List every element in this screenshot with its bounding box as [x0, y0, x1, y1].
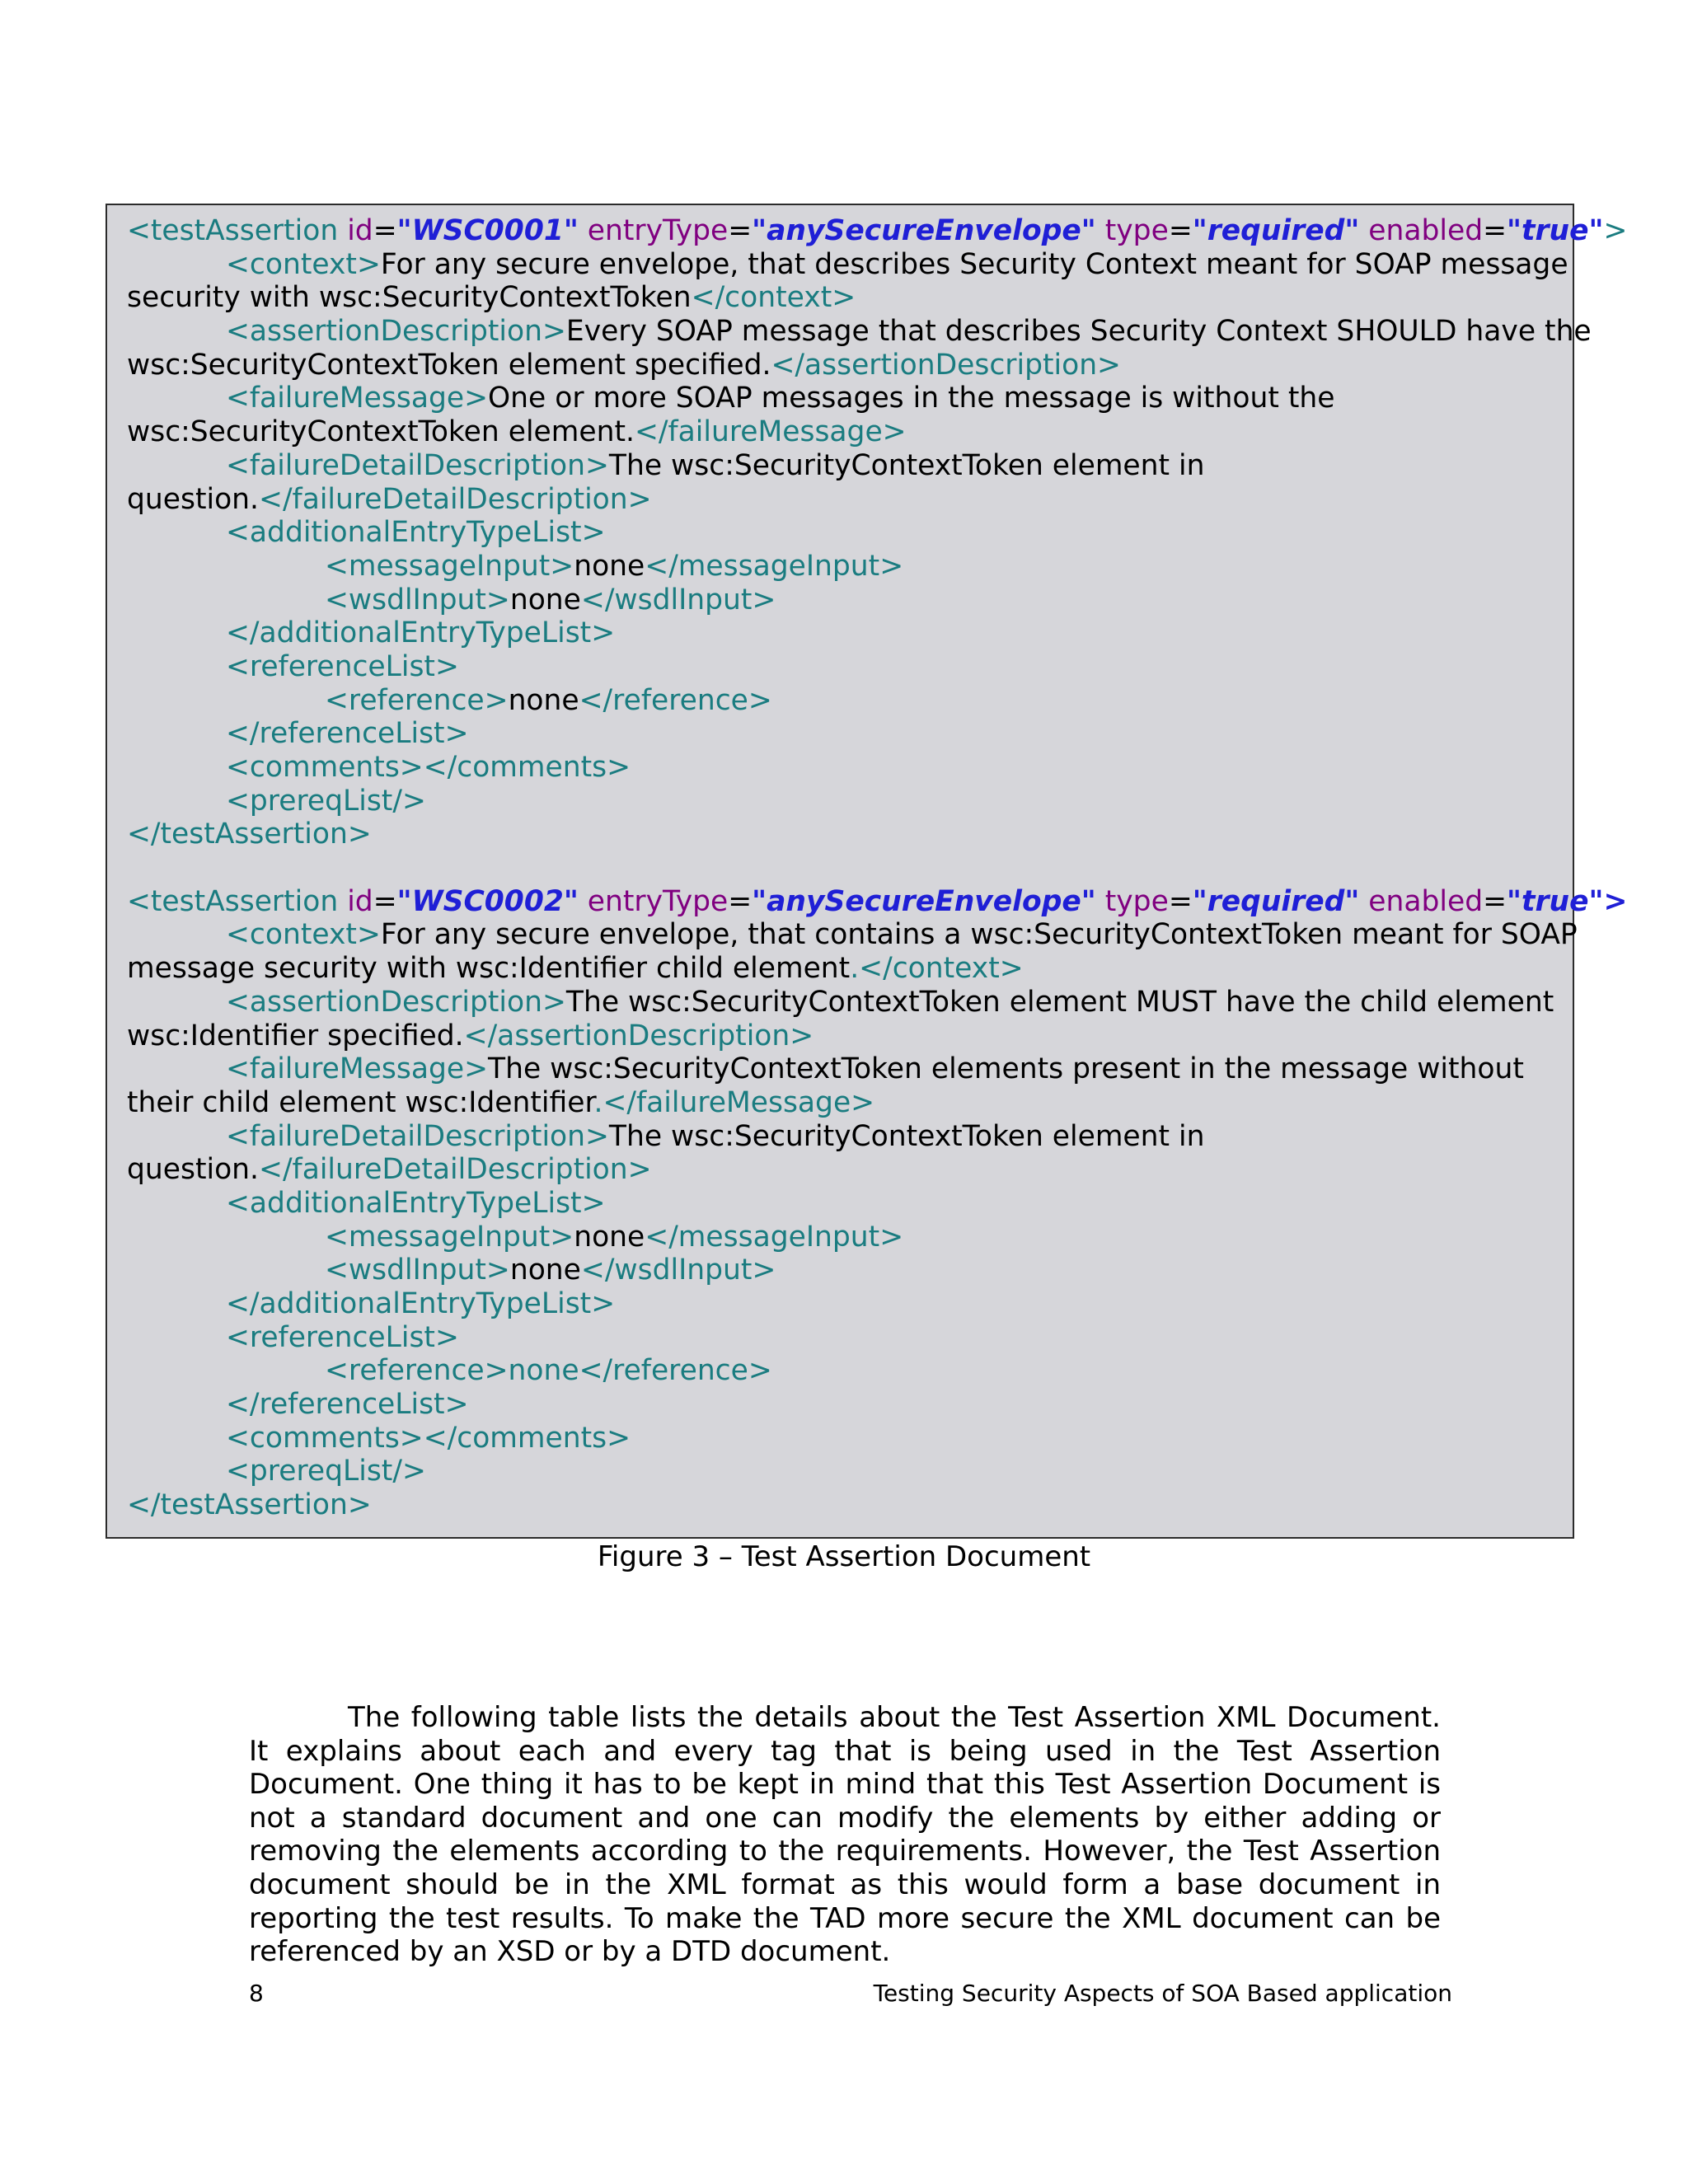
code-line	[127, 952, 1553, 986]
xml-text: =	[1483, 884, 1507, 918]
code-line	[127, 717, 1553, 751]
xml-tag: </additionalEntryTypeList>	[226, 1287, 616, 1320]
xml-text: The wsc:SecurityContextToken element in	[608, 448, 1205, 482]
code-line	[127, 281, 1553, 315]
xml-text: question.	[127, 1153, 260, 1187]
code-line	[127, 1120, 1553, 1154]
xml-attribute: enabled	[1359, 214, 1484, 247]
xml-text: =	[1168, 214, 1193, 247]
code-line	[127, 1287, 1553, 1321]
xml-text: =	[373, 884, 397, 918]
xml-tag: <failureMessage>	[226, 382, 488, 415]
xml-attribute-value: "true">	[1507, 884, 1628, 918]
xml-text: none	[574, 549, 645, 583]
xml-tag: </testAssertion>	[127, 1488, 372, 1522]
xml-text: The wsc:SecurityContextToken element in	[608, 1119, 1205, 1153]
xml-tag: </wsdlInput>	[580, 1254, 776, 1287]
xml-attribute: entryType	[578, 214, 729, 247]
xml-tag: <messageInput>	[325, 549, 574, 583]
xml-attribute: type	[1095, 214, 1169, 247]
xml-tag: <referenceList>	[226, 1320, 459, 1354]
figure-caption: Figure 3 – Test Assertion Document	[597, 1540, 1091, 1573]
xml-tag: </assertionDescription>	[771, 348, 1121, 382]
code-line	[127, 785, 1553, 818]
code-line	[127, 1019, 1553, 1053]
xml-text: =	[373, 214, 397, 247]
xml-tag: <failureMessage>	[226, 1052, 488, 1086]
xml-tag: <additionalEntryTypeList>	[226, 516, 606, 550]
code-line	[127, 449, 1553, 483]
code-line	[127, 1321, 1553, 1355]
xml-tag: <context>	[226, 918, 381, 952]
code-line	[127, 616, 1553, 650]
xml-tag: </referenceList>	[226, 717, 469, 751]
xml-text: none	[508, 683, 579, 717]
xml-tag: </referenceList>	[226, 1388, 469, 1422]
code-line	[127, 1488, 1553, 1522]
xml-tag: <messageInput>	[325, 1220, 574, 1254]
xml-text: wsc:SecurityContextToken element specified.	[127, 348, 771, 382]
code-line	[127, 247, 1568, 282]
code-line	[127, 1086, 1553, 1120]
xml-attribute-value: "true"	[1507, 214, 1604, 247]
code-line	[127, 818, 1553, 851]
code-line	[127, 986, 1553, 1019]
xml-text: =	[1483, 214, 1507, 247]
xml-text: their child element wsc:Identifier	[127, 1085, 594, 1119]
xml-attribute-value: "anySecureEnvelope"	[752, 214, 1096, 247]
xml-text: For any secure envelope, that describes Security Context meant for SOAP message	[380, 247, 1568, 281]
code-line	[127, 315, 1592, 349]
xml-attribute-value: "WSC0001"	[396, 214, 579, 247]
xml-tag: .</context>	[850, 952, 1024, 986]
code-line	[127, 1455, 1553, 1488]
xml-text: wsc:SecurityContextToken element.	[127, 415, 635, 449]
xml-text: wsc:Identifier specified.	[127, 1019, 464, 1052]
xml-tag: <assertionDescription>	[226, 985, 566, 1019]
xml-tag: <reference>none</reference>	[325, 1354, 772, 1388]
xml-attribute-value: "anySecureEnvelope"	[752, 884, 1096, 918]
xml-text: The wsc:SecurityContextToken elements present in the message without	[488, 1052, 1524, 1086]
xml-text: =	[728, 884, 753, 918]
xml-tag: <prereqList/>	[226, 1455, 426, 1488]
code-line	[127, 550, 1553, 583]
code-line	[127, 382, 1553, 415]
xml-code-figure	[106, 204, 1628, 1539]
code-line	[127, 851, 1553, 885]
code-line	[127, 516, 1553, 550]
xml-attribute: id	[347, 214, 373, 247]
code-line	[127, 214, 1628, 248]
xml-text: question.	[127, 482, 260, 516]
code-line	[127, 1052, 1553, 1086]
xml-tag: </testAssertion>	[127, 818, 372, 851]
code-line	[127, 918, 1578, 952]
xml-tag: <referenceList>	[226, 649, 459, 683]
xml-tag: </failureMessage>	[634, 415, 907, 449]
xml-tag: <wsdlInput>	[325, 583, 510, 616]
code-line	[127, 1153, 1553, 1187]
xml-tag: </assertionDescription>	[463, 1019, 814, 1052]
xml-tag: <additionalEntryTypeList>	[226, 1186, 606, 1220]
xml-tag: <comments></comments>	[226, 1421, 631, 1455]
code-line	[127, 415, 1553, 449]
xml-text: =	[728, 214, 753, 247]
xml-tag: </context>	[691, 281, 856, 315]
xml-attribute: type	[1095, 884, 1169, 918]
code-line	[127, 1422, 1553, 1455]
xml-text: message security with wsc:Identifier child element	[127, 952, 851, 986]
body-paragraph: The following table lists the details about the Test Assertion XML Document. It explains about each and every tag that is being used in the Test Assertion Document. One thing it has to be kept in mind that this Test Assertion Document is not a standard document and one can modify the elements by either adding or removing the elements according to the requirements. However, the Test Assertion document should be in the XML format as this would form a base document in reporting the test results. To make the TAD more secure the XML document can be referenced by an XSD or by a DTD document.	[249, 1701, 1441, 1969]
code-line	[127, 684, 1553, 718]
xml-attribute: entryType	[578, 884, 729, 918]
running-footer-title: Testing Security Aspects of SOA Based application	[873, 1980, 1452, 2007]
code-line	[127, 1187, 1553, 1221]
code-line	[127, 349, 1553, 382]
code-line	[127, 1254, 1553, 1287]
xml-text: =	[1168, 884, 1193, 918]
xml-tag: <prereqList/>	[226, 784, 426, 818]
xml-text: security with wsc:SecurityContextToken	[127, 281, 692, 315]
xml-attribute-value: "required"	[1192, 214, 1360, 247]
xml-tag: >	[1603, 214, 1628, 247]
xml-tag: <context>	[226, 247, 381, 281]
xml-text: Every SOAP message that describes Security Context SHOULD have the	[565, 315, 1592, 349]
xml-attribute-value: "WSC0002"	[396, 884, 579, 918]
xml-tag: <comments></comments>	[226, 751, 631, 784]
code-line	[127, 650, 1553, 684]
xml-tag: </messageInput>	[645, 1220, 904, 1254]
code-line	[127, 1388, 1553, 1422]
xml-attribute: enabled	[1359, 884, 1484, 918]
xml-tag: </reference>	[579, 683, 772, 717]
xml-text: One or more SOAP messages in the message is without the	[488, 382, 1335, 415]
xml-tag: <failureDetailDescription>	[226, 448, 609, 482]
code-line	[127, 1221, 1553, 1254]
xml-tag: .</failureMessage>	[593, 1085, 875, 1119]
code-line	[127, 583, 1553, 617]
xml-tag: <failureDetailDescription>	[226, 1119, 609, 1153]
xml-tag: </additionalEntryTypeList>	[226, 616, 616, 650]
xml-attribute-value: "required"	[1192, 884, 1360, 918]
code-line	[127, 483, 1553, 517]
xml-text: none	[509, 1254, 581, 1287]
xml-text: For any secure envelope, that contains a wsc:SecurityContextToken meant for SOAP	[380, 918, 1578, 952]
page-number: 8	[249, 1980, 264, 2007]
xml-tag: </failureDetailDescription>	[259, 482, 652, 516]
xml-text: none	[574, 1220, 645, 1254]
xml-tag: <wsdlInput>	[325, 1254, 510, 1287]
xml-tag: <reference>	[325, 683, 509, 717]
xml-tag: <assertionDescription>	[226, 315, 566, 349]
xml-tag: </wsdlInput>	[580, 583, 776, 616]
xml-tag: </messageInput>	[645, 549, 904, 583]
xml-tag: <testAssertion	[127, 214, 348, 247]
xml-tag: </failureDetailDescription>	[259, 1153, 652, 1187]
code-line	[127, 884, 1628, 919]
code-line	[127, 1354, 1553, 1388]
xml-tag: <testAssertion	[127, 884, 348, 918]
code-line	[127, 751, 1553, 785]
xml-attribute: id	[347, 884, 373, 918]
xml-text: none	[509, 583, 581, 616]
xml-text: The wsc:SecurityContextToken element MUST have the child element	[565, 985, 1554, 1019]
